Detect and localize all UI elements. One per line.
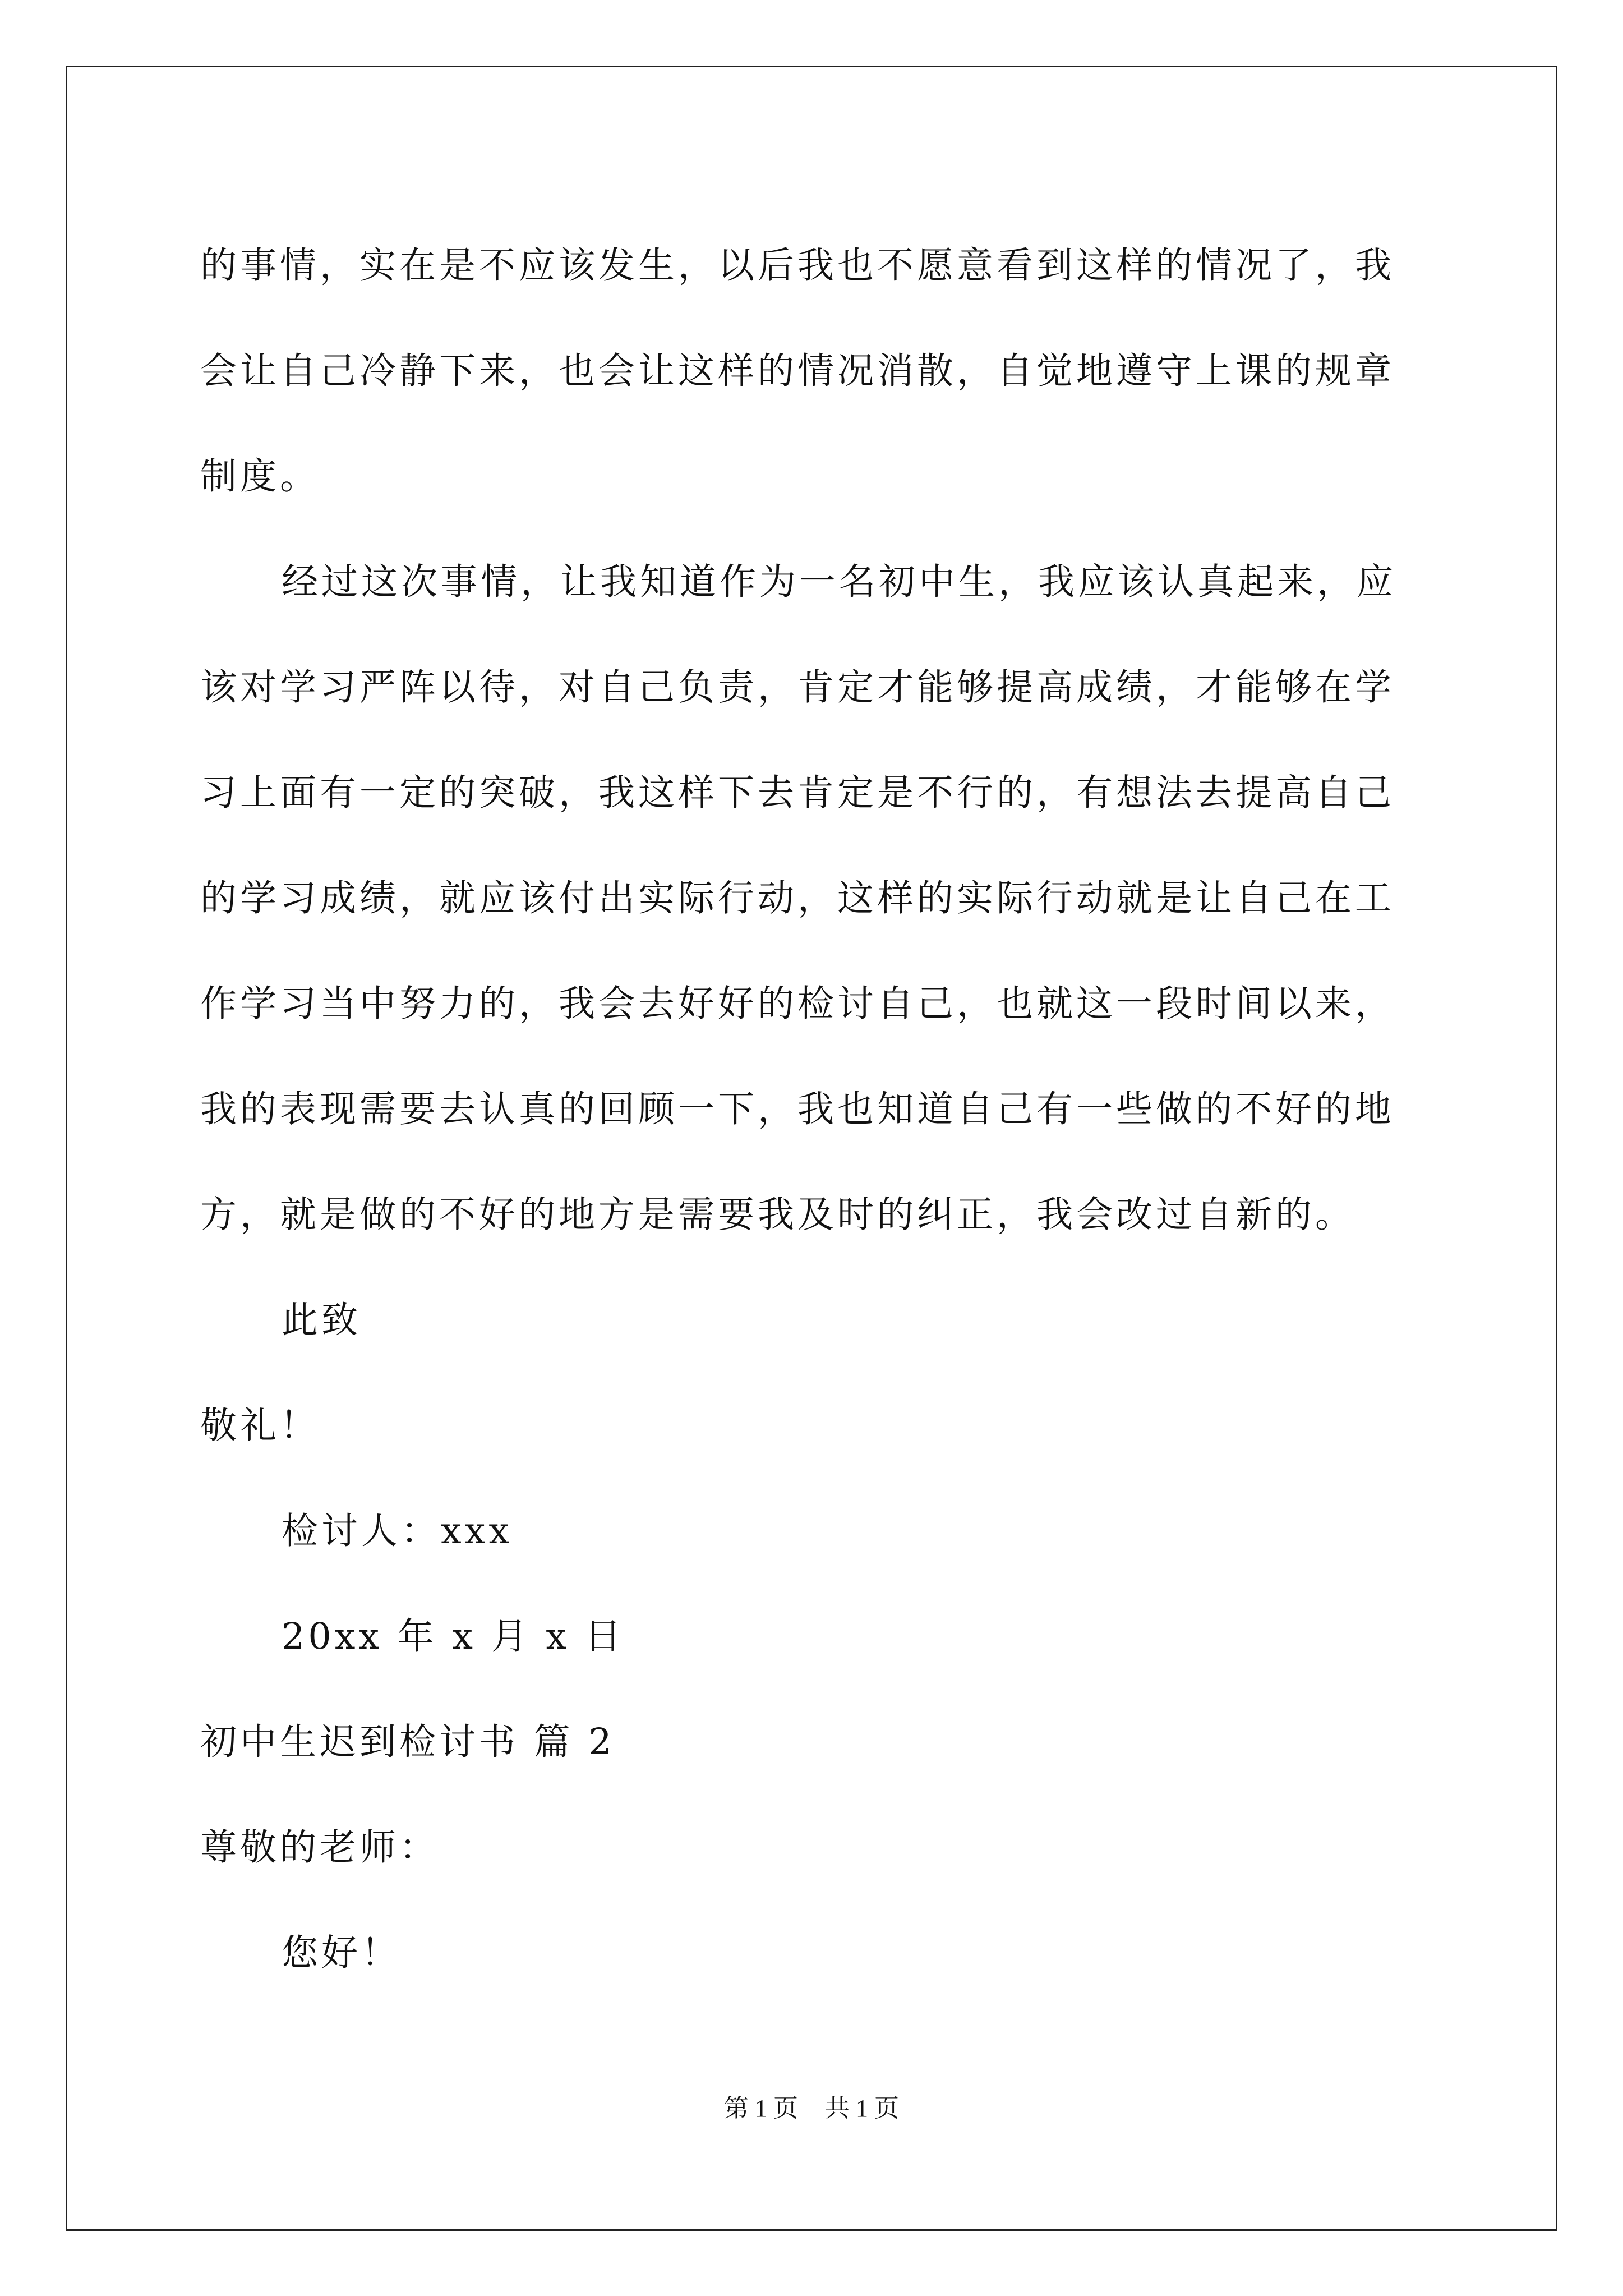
paragraph-2-line-5: 作学习当中努力的，我会去好好的检讨自己，也就这一段时间以来， <box>200 983 1395 1025</box>
body-line-1: 的事情，实在是不应该发生，以后我也不愿意看到这样的情况了，我 <box>200 245 1395 287</box>
paragraph-2-line-6: 我的表现需要去认真的回顾一下，我也知道自己有一些做的不好的地 <box>200 1088 1395 1130</box>
page-footer <box>0 2088 1623 2124</box>
closing-respect: 敬礼！ <box>200 1405 320 1447</box>
paragraph-2-line-3: 习上面有一定的突破，我这样下去肯定是不行的，有想法去提高自己 <box>200 772 1395 814</box>
paragraph-2-line-1: 经过这次事情，让我知道作为一名初中生，我应该认真起来，应 <box>282 561 1397 603</box>
page-number-current: 第 1 页 <box>724 2095 798 2122</box>
paragraph-2-line-2: 该对学习严阵以待，对自己负责，肯定才能够提高成绩，才能够在学 <box>200 666 1395 708</box>
body-line-2: 会让自己冷静下来，也会让这样的情况消散，自觉地遵守上课的规章 <box>200 350 1395 392</box>
page-number-total: 共 1 页 <box>825 2095 899 2122</box>
section-title: 初中生迟到检讨书 篇 2 <box>200 1721 615 1763</box>
paragraph-2-line-4: 的学习成绩，就应该付出实际行动，这样的实际行动就是让自己在工 <box>200 877 1395 919</box>
greeting-hello: 您好！ <box>282 1932 402 1974</box>
body-line-3: 制度。 <box>200 455 320 498</box>
document-body <box>200 213 1423 2006</box>
greeting-recipient: 尊敬的老师： <box>200 1826 440 1869</box>
paragraph-2-line-7: 方，就是做的不好的地方是需要我及时的纠正，我会改过自新的。 <box>200 1194 1355 1236</box>
signature-line: 检讨人：xxx <box>282 1510 513 1552</box>
date-line: 20xx 年 x 月 x 日 <box>282 1616 625 1658</box>
closing-salutation: 此致 <box>282 1299 362 1341</box>
